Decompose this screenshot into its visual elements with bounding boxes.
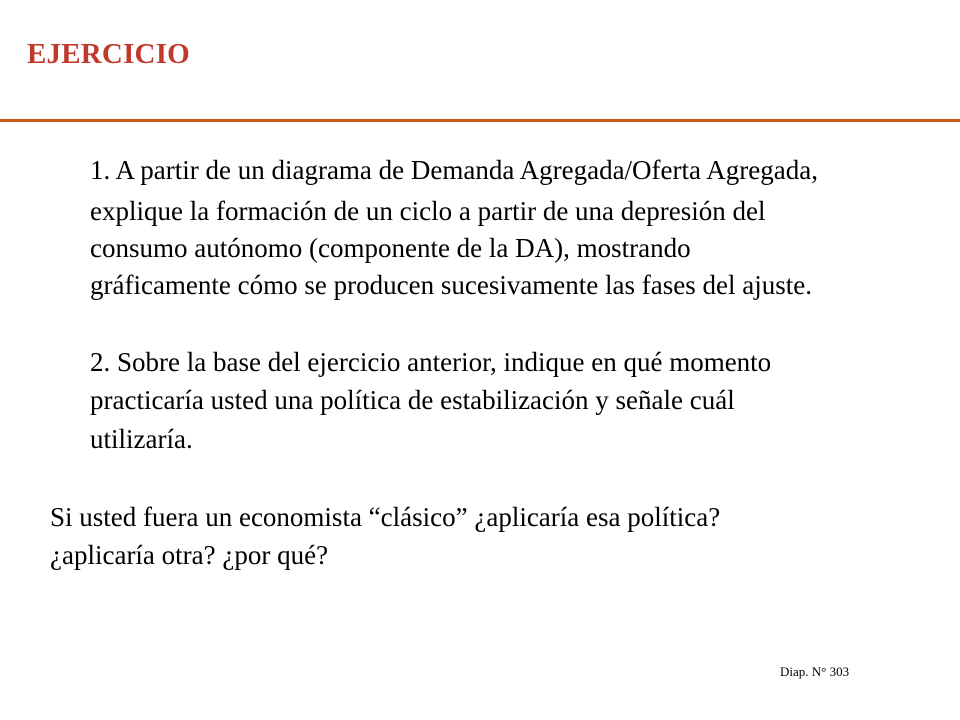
question-2-line-3: utilizaría.	[90, 424, 193, 454]
question-2-line-2: practicaría usted una política de estabilización y señale cuál	[90, 385, 735, 415]
question-2-line-1: 2. Sobre la base del ejercicio anterior, indique en qué momento	[90, 347, 772, 377]
closing-question-line-2: ¿aplicaría otra? ¿por qué?	[50, 540, 329, 570]
slide-number: Diap. N° 303	[780, 664, 850, 679]
slide-title: EJERCICIO	[27, 38, 190, 70]
question-1-line-1: 1. A partir de un diagrama de Demanda Agregada/Oferta Agregada,	[90, 155, 818, 185]
closing-question-line-1: Si usted fuera un economista “clásico” ¿aplicaría esa política?	[50, 502, 721, 532]
question-1-line-2: explique la formación de un ciclo a partir de una depresión del	[90, 196, 766, 226]
title-divider	[0, 119, 960, 122]
question-1-line-4: gráficamente cómo se producen sucesivamente las fases del ajuste.	[90, 270, 812, 300]
question-1-line-3: consumo autónomo (componente de la DA), mostrando	[90, 233, 691, 263]
